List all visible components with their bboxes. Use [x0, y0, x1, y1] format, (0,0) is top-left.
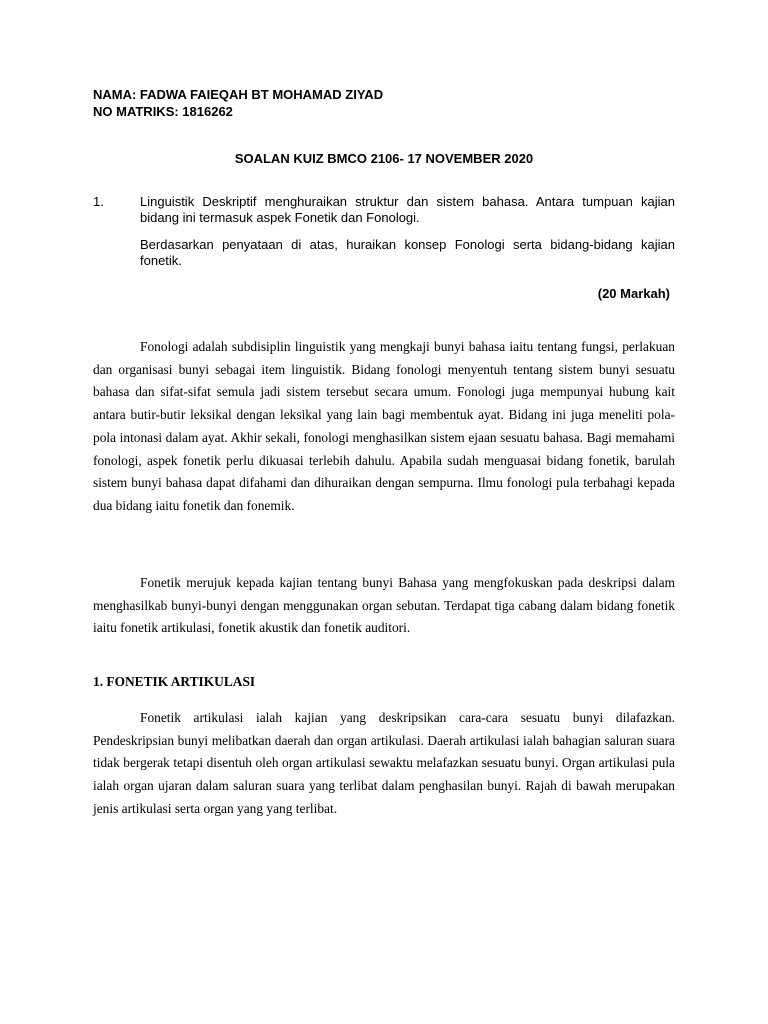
answer-paragraph-3: [93, 707, 675, 821]
answer-paragraph-3-text: Fonetik artikulasi ialah kajian yang deskripsikan cara-cara sesuatu bunyi dilafazkan. Pendeskripsian bunyi melibatkan daerah dan organ artikulasi. Daerah artikulasi ialah bahagian saluran suara tidak bergerak tetapi disentuh oleh organ artikulasi sewaktu melafazkan sesuatu bunyi. Organ artikulasi pula ialah organ ujaran dalam saluran suara yang terlibat dalam penghasilan bunyi. Rajah di bawah merupakan jenis artikulasi serta organ yang yang terlibat.: [93, 710, 675, 816]
question-text-1: Linguistik Deskriptif menghuraikan struktur dan sistem bahasa. Antara tumpuan kajian bidang ini termasuk aspek Fonetik dan Fonologi.: [140, 194, 675, 225]
section-heading: 1. FONETIK ARTIKULASI: [93, 674, 256, 689]
answer-paragraph-2: [93, 572, 675, 640]
matric-number: NO MATRIKS: 1816262: [93, 104, 233, 119]
answer-paragraph-2-text: Fonetik merujuk kepada kajian tentang bunyi Bahasa yang mengfokuskan pada deskripsi dalam menghasilkab bunyi-bunyi dengan menggunakan organ sebutan. Terdapat tiga cabang dalam bidang fonetik iaitu fonetik artikulasi, fonetik akustik dan fonetik auditori.: [93, 575, 675, 636]
question-text: [140, 194, 675, 269]
question-marks: (20 Markah): [597, 286, 670, 301]
question-block: [93, 194, 675, 280]
student-name: NAMA: FADWA FAIEQAH BT MOHAMAD ZIYAD: [93, 87, 384, 102]
answer-paragraph-1: [93, 336, 675, 518]
question-text-2: Berdasarkan penyataan di atas, huraikan konsep Fonologi serta bidang-bidang kajian fonetik.: [140, 237, 675, 268]
quiz-title: [0, 151, 768, 166]
question-number: 1.: [93, 194, 104, 209]
quiz-title-text: SOALAN KUIZ BMCO 2106- 17 NOVEMBER 2020: [234, 151, 534, 166]
answer-paragraph-1-text: Fonologi adalah subdisiplin linguistik yang mengkaji bunyi bahasa iaitu tentang fungsi, perlakuan dan organisasi bunyi sebagai item linguistik. Bidang fonologi menyentuh tentang sistem bunyi sesuatu bahasa dan sifat-sifat semula jadi sistem tersebut secara umum. Fonologi juga mempunyai hubung kait antara butir-butir leksikal dengan leksikal yang lain bagi membentuk ayat. Bidang ini juga meneliti pola-pola intonasi dalam ayat. Akhir sekali, fonologi menghasilkan sistem ejaan sesuatu bahasa. Bagi memahami fonologi, aspek fonetik perlu dikuasai terlebih dahulu. Apabila sudah menguasai bidang fonetik, barulah sistem bunyi bahasa dapat difahami dan dihuraikan dengan sempurna. Ilmu fonologi pula terbahagi kepada dua bidang iaitu fonetik dan fonemik.: [93, 339, 675, 513]
student-info: [93, 86, 693, 120]
